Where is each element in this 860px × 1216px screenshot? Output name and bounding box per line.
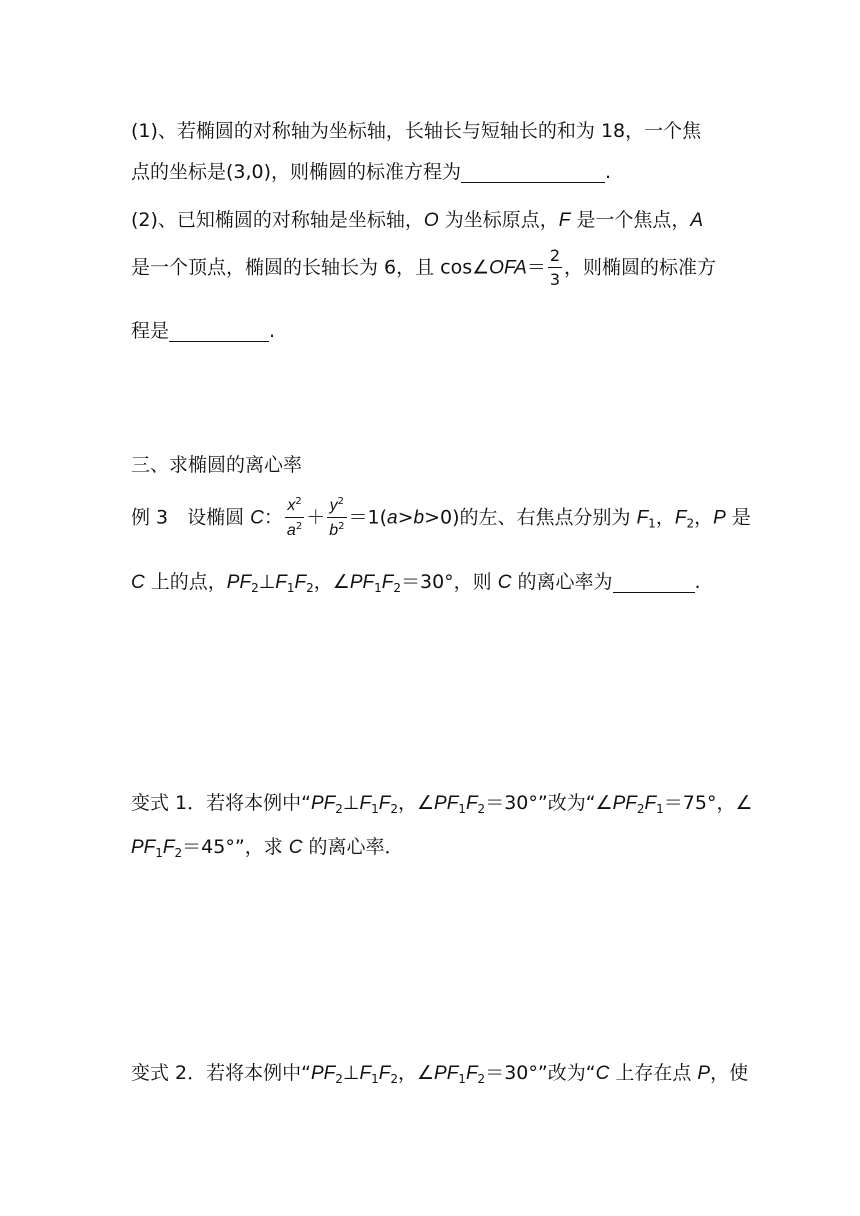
fraction-two-thirds: $\frac{2}{3}$ xyxy=(549,246,561,289)
example-3-line-1: 例 3 设椭圆 C： $\frac{x^2}{a^2}$ ＋ $\frac{y^2}{b^2}$ ＝1(a>b>0)的左、右焦点分别为 $F_1$，$F_2$，P 是 xyxy=(131,496,751,539)
section-heading: 三、求椭圆的离心率 xyxy=(131,454,303,476)
problem-1-line-2: 点的坐标是(3,0)，则椭圆的标准方程为 . xyxy=(131,161,612,183)
fraction-y2-over-b2: $\frac{y^2}{b^2}$ xyxy=(329,496,345,539)
example-3-line-2: C 上的点，$PF_2\perp F_1F_2$，$\angle PF_1F_2=30^\circ$，则 C 的离心率为 . xyxy=(131,571,701,595)
problem-2-line-3: 程是 . xyxy=(131,320,276,342)
problem-1-line-1: (1)、若椭圆的对称轴为坐标轴，长轴长与短轴长的和为 18，一个焦 xyxy=(131,120,702,142)
problem-2-line-2: 是一个顶点，椭圆的长轴长为 6，且 cos∠OFA＝ $\frac{2}{3}$ ，则椭圆的标准方 xyxy=(131,246,717,289)
fraction-x2-over-a2: $\frac{x^2}{a^2}$ xyxy=(286,496,303,539)
variant-1-line-1: 变式 1．若将本例中“$PF_2\perp F_1F_2$，$\angle PF_1F_2=30^\circ$”改为“$\angle PF_2F_1=75^\circ$，∠ xyxy=(131,792,753,816)
answer-blank[interactable] xyxy=(461,163,605,183)
problem-2-line-1: (2)、已知椭圆的对称轴是坐标轴，O 为坐标原点，F 是一个焦点，A xyxy=(131,209,704,231)
variant-1-line-2: $PF_1F_2=45^\circ$”，求 C 的离心率． xyxy=(131,836,404,860)
answer-blank[interactable] xyxy=(169,322,269,342)
answer-blank[interactable] xyxy=(613,573,695,593)
variant-2-line-1: 变式 2．若将本例中“$PF_2\perp F_1F_2$，$\angle PF_1F_2=30^\circ$”改为“C 上存在点 P，使 xyxy=(131,1062,749,1086)
